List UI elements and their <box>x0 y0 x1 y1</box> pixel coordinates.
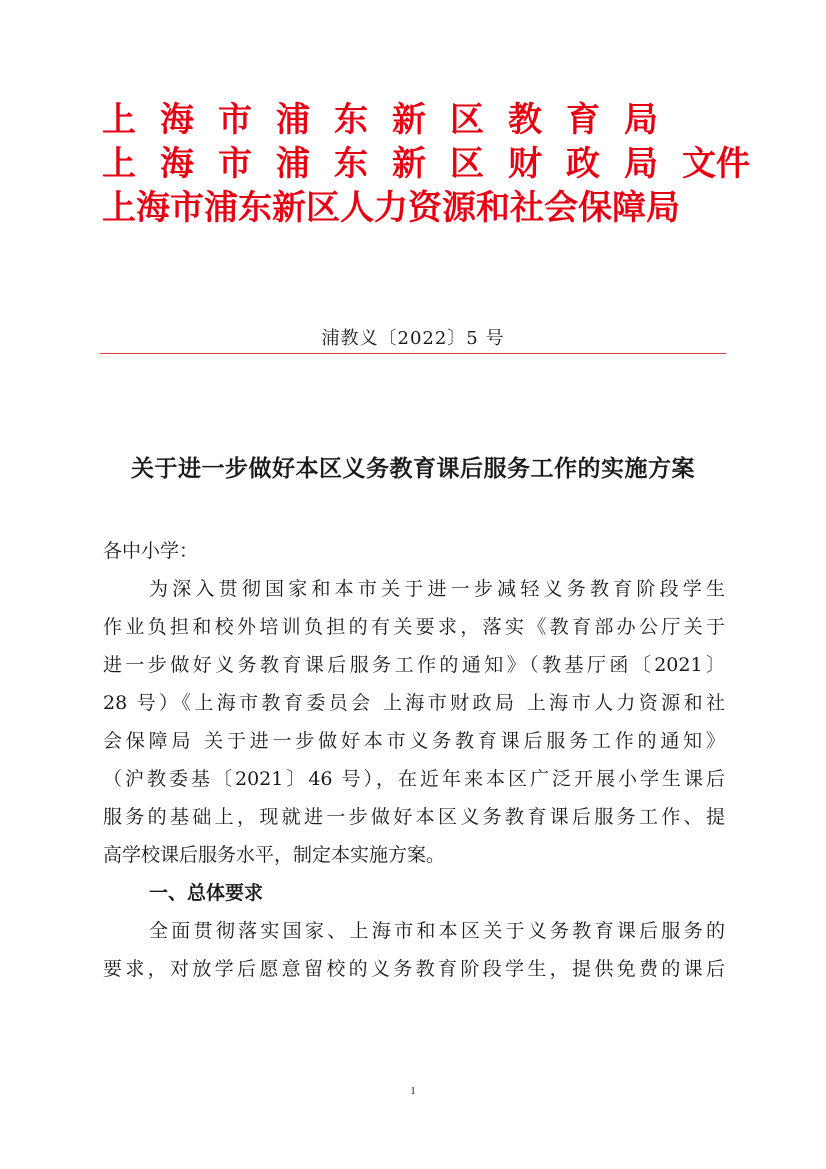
paragraph-line: 要求，对放学后愿意留校的义务教育阶段学生，提供免费的课后 <box>103 958 725 980</box>
paragraph-line: 会保障局 关于进一步做好本市义务教育课后服务工作的通知》 <box>103 730 725 752</box>
paragraph-line: 为深入贯彻国家和本市关于进一步减轻义务教育阶段学生 <box>149 578 725 600</box>
document-suffix: 文件 <box>682 144 750 184</box>
authority-finance-bureau-name: 上海市浦东新区财政局 <box>102 144 682 184</box>
paragraph-line: 高学校课后服务水平，制定本实施方案。 <box>103 844 446 866</box>
paragraph-line: 服务的基础上，现就进一步做好本区义务教育课后服务工作、提 <box>103 806 725 828</box>
red-divider-line <box>100 353 726 354</box>
page-number: 1 <box>410 1085 416 1097</box>
authority-hr-bureau: 上海市浦东新区人力资源和社会保障局 <box>102 188 680 228</box>
authority-finance-bureau <box>102 144 750 184</box>
paragraph-line: 28 号）《上海市教育委员会 上海市财政局 上海市人力资源和社 <box>103 692 725 714</box>
authority-education-bureau: 上海市浦东新区教育局 <box>102 100 682 140</box>
paragraph-line: （沪教委基〔2021〕46 号），在近年来本区广泛开展小学生课后 <box>103 768 725 790</box>
section-heading-general-requirements: 一、总体要求 <box>149 882 264 904</box>
paragraph-line: 作业负担和校外培训负担的有关要求，落实《教育部办公厅关于 <box>103 616 725 638</box>
document-number: 浦教义〔2022〕5 号 <box>321 328 505 349</box>
document-title: 关于进一步做好本区义务教育课后服务工作的实施方案 <box>131 455 695 482</box>
paragraph-line: 全面贯彻落实国家、上海市和本区关于义务教育课后服务的 <box>149 920 725 942</box>
salutation: 各中小学： <box>103 540 199 562</box>
paragraph-line: 进一步做好义务教育课后服务工作的通知》（教基厅函〔2021〕 <box>103 654 725 676</box>
